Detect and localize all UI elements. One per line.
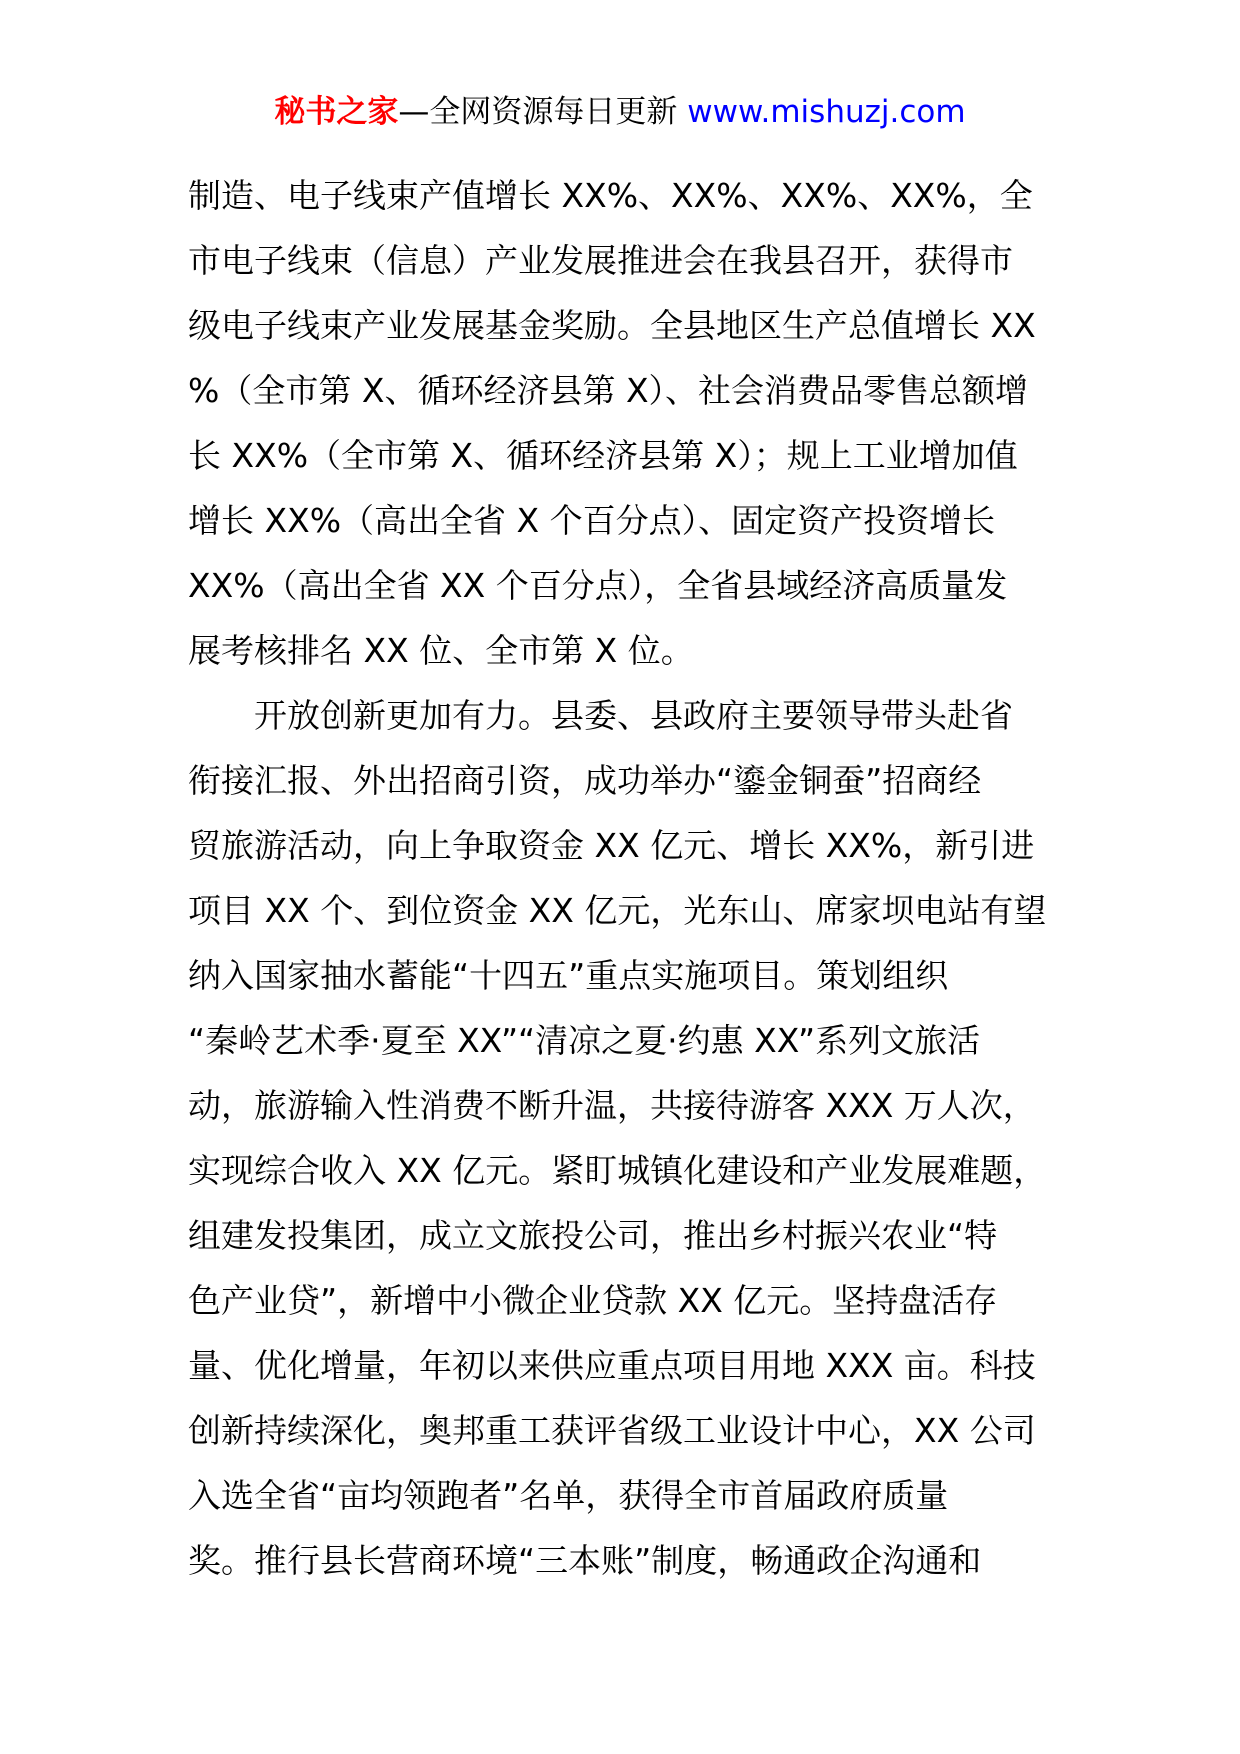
text-line: 动，旅游输入性消费不断升温，共接待游客 XXX 万人次， <box>188 1086 1036 1125</box>
text-line: 制造、电子线束产值增长 XX%、XX%、XX%、XX%，全 <box>188 176 1033 215</box>
site-url[interactable]: www.mishuzj.com <box>687 94 966 130</box>
text-line: 市电子线束（信息）产业发展推进会在我县召开，获得市 <box>188 241 1013 280</box>
text-line: 创新持续深化，奥邦重工获评省级工业设计中心，XX 公司 <box>188 1411 1036 1450</box>
text-line: 增长 XX%（高出全省 X 个百分点）、固定资产投资增长 <box>188 501 996 540</box>
text-line: 实现综合收入 XX 亿元。紧盯城镇化建设和产业发展难题， <box>188 1151 1047 1190</box>
text-line: 级电子线束产业发展基金奖励。全县地区生产总值增长 XX <box>188 306 1036 345</box>
text-line: 纳入国家抽水蓄能“十四五”重点实施项目。策划组织 <box>188 956 949 995</box>
text-line: 长 XX%（全市第 X、循环经济县第 X）；规上工业增加值 <box>188 436 1018 475</box>
text-line: 项目 XX 个、到位资金 XX 亿元，光东山、席家坝电站有望 <box>188 891 1047 930</box>
text-line: 奖。推行县长营商环境“三本账”制度，畅通政企沟通和 <box>188 1541 982 1580</box>
site-header <box>0 92 1240 132</box>
text-line: “秦岭艺术季·夏至 XX”“清凉之夏·约惠 XX”系列文旅活 <box>188 1021 981 1060</box>
text-line: XX%（高出全省 XX 个百分点），全省县域经济高质量发 <box>188 566 1008 605</box>
text-line: 组建发投集团，成立文旅投公司，推出乡村振兴农业“特 <box>188 1216 998 1255</box>
text-line: 衔接汇报、外出招商引资，成功举办“鎏金铜蚕”招商经 <box>188 761 982 800</box>
text-line: 入选全省“亩均领跑者”名单，获得全市首届政府质量 <box>188 1476 949 1515</box>
site-tagline: —全网资源每日更新 <box>398 94 688 130</box>
text-line: 贸旅游活动，向上争取资金 XX 亿元、增长 XX%，新引进 <box>188 826 1035 865</box>
text-line: 色产业贷”，新增中小微企业贷款 XX 亿元。坚持盘活存 <box>188 1281 998 1320</box>
site-brand: 秘书之家 <box>274 94 399 130</box>
text-line: 量、优化增量，年初以来供应重点项目用地 XXX 亩。科技 <box>188 1346 1036 1385</box>
text-line: 展考核排名 XX 位、全市第 X 位。 <box>188 631 694 670</box>
document-body <box>188 163 1058 1593</box>
text-line: %（全市第 X、循环经济县第 X）、社会消费品零售总额增 <box>188 371 1029 410</box>
paragraph-first-line: 开放创新更加有力。县委、县政府主要领导带头赴省 <box>254 696 1013 735</box>
